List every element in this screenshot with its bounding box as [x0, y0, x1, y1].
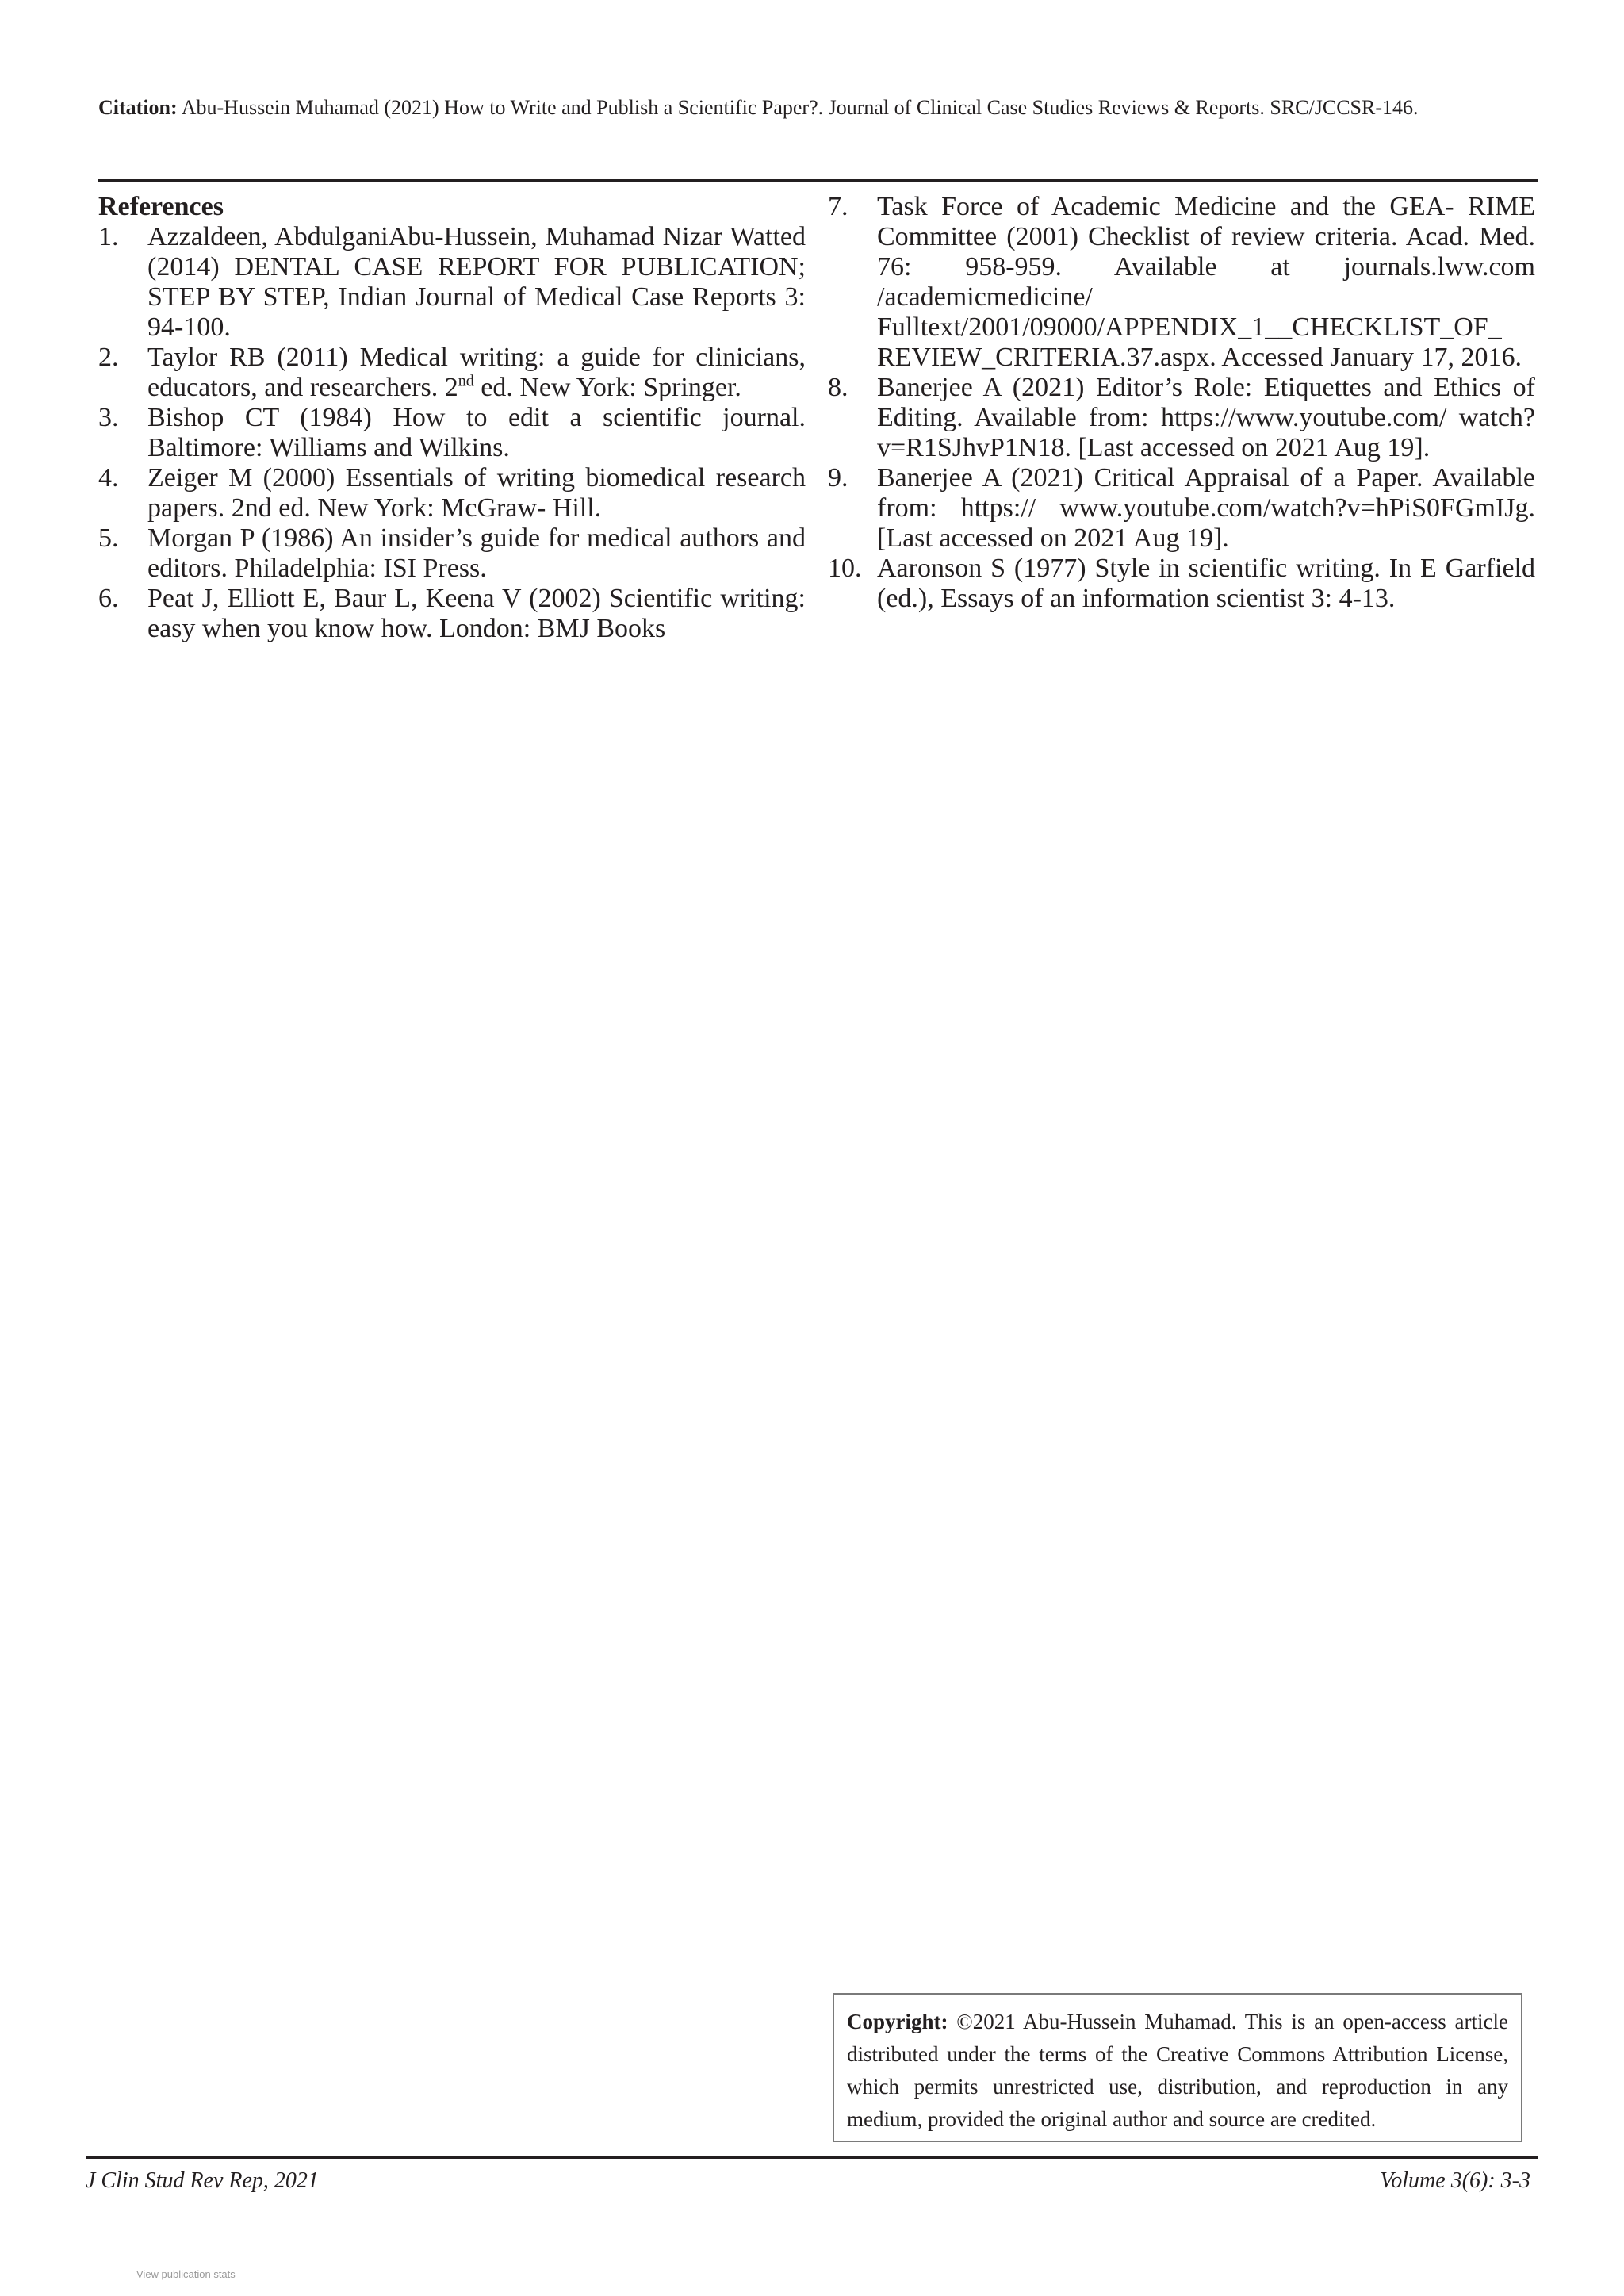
reference-item-2	[98, 343, 806, 403]
superscript-ordinal: nd	[458, 372, 474, 390]
references-heading: References	[98, 192, 224, 221]
reference-item-1	[98, 222, 806, 343]
reference-number: 10.	[828, 554, 862, 583]
citation-line	[98, 94, 1542, 122]
reference-text: Peat J, Elliott E, Baur L, Keena V (2002) Scientific writing: easy when you know how. London: BMJ Books	[147, 584, 806, 643]
reference-text: Morgan P (1986) An insider’s guide for medical authors and editors. Philadelphia: ISI Press.	[147, 523, 806, 583]
citation-label: Citation:	[98, 96, 178, 119]
reference-item-9	[828, 463, 1535, 554]
references-column-right	[828, 192, 1535, 614]
reference-number: 5.	[98, 523, 119, 553]
reference-number: 7.	[828, 192, 848, 221]
reference-number: 2.	[98, 343, 119, 372]
copyright-label: Copyright:	[847, 2010, 948, 2033]
copyright-box	[833, 1993, 1522, 2142]
reference-text: Zeiger M (2000) Essentials of writing biomedical research papers. 2nd ed. New York: McGraw- Hill.	[147, 463, 806, 523]
reference-item-5	[98, 523, 806, 584]
reference-item-7	[828, 192, 1535, 373]
references-column-left	[98, 192, 806, 644]
reference-text: Banerjee A (2021) Editor’s Role: Etiquettes and Ethics of Editing. Available from: https://www.youtube.com/ watch?v=R1SJhvP1N18. [Last accessed on 2021 Aug 19].	[877, 373, 1535, 462]
view-publication-stats-link[interactable]: View publication stats	[136, 2268, 236, 2280]
reference-number: 8.	[828, 373, 848, 402]
reference-item-4	[98, 463, 806, 523]
reference-number: 1.	[98, 222, 119, 251]
copyright-text: ©2021 Abu-Hussein Muhamad. This is an open-access article distributed under the terms of the Creative Commons Attribution License, which permits unrestricted use, distribution, and reproduction in any medium, provided the original author and source are credited.	[847, 2010, 1508, 2131]
reference-text	[147, 343, 806, 402]
reference-item-6	[98, 584, 806, 644]
reference-text-part: ed. New York: Springer.	[473, 373, 741, 402]
header-divider	[98, 179, 1538, 182]
reference-list-left	[98, 222, 806, 644]
footer-divider	[86, 2156, 1538, 2159]
reference-number: 9.	[828, 463, 848, 493]
reference-number: 3.	[98, 403, 119, 432]
reference-item-3	[98, 403, 806, 463]
citation-text: Abu-Hussein Muhamad (2021) How to Write and Publish a Scientific Paper?. Journal of Clinical Case Studies Reviews & Reports. SRC/JCCSR-146.	[177, 96, 1419, 119]
reference-text: Banerjee A (2021) Critical Appraisal of a Paper. Available from: https:// www.youtube.com/watch?v=hPiS0FGmIJg. [Last accessed on 2021 Aug 19].	[877, 463, 1535, 553]
reference-text-part: Taylor RB (2011) Medical writing: a guide for clinicians, educators, and researchers. 2	[147, 343, 806, 402]
reference-text: Bishop CT (1984) How to edit a scientific journal. Baltimore: Williams and Wilkins.	[147, 403, 806, 462]
reference-list-right	[828, 192, 1535, 614]
reference-item-8	[828, 373, 1535, 463]
footer-journal: J Clin Stud Rev Rep, 2021	[86, 2168, 319, 2193]
reference-number: 6.	[98, 584, 119, 613]
reference-item-10	[828, 554, 1535, 614]
reference-number: 4.	[98, 463, 119, 493]
reference-text: Aaronson S (1977) Style in scientific writing. In E Garfield (ed.), Essays of an information scientist 3: 4-13.	[877, 554, 1535, 613]
reference-text: Azzaldeen, AbdulganiAbu-Hussein, Muhamad Nizar Watted (2014) DENTAL CASE REPORT FOR PUBLICATION; STEP BY STEP, Indian Journal of Medical Case Reports 3: 94-100.	[147, 222, 806, 342]
reference-text: Task Force of Academic Medicine and the GEA- RIME Committee (2001) Checklist of review criteria. Acad. Med. 76: 958-959. Available at journals.lww.com /academicmedicine/ Fulltext/2001/09000/APPENDIX_1__CHECKLIST_OF_ REVIEW_CRITERIA.37.aspx. Accessed January 17, 2016.	[877, 192, 1535, 372]
footer-volume: Volume 3(6): 3-3	[1380, 2168, 1530, 2193]
